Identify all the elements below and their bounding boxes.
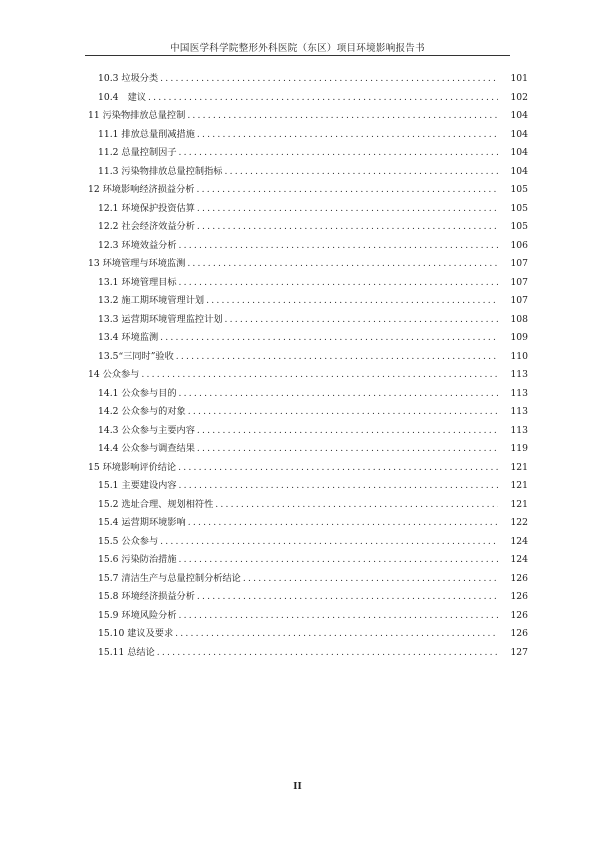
- dot-leader: [197, 126, 498, 145]
- toc-entry-title: 13.2 施工期环境管理计划: [98, 295, 205, 306]
- toc-entry-title: 10.4 建议: [98, 91, 147, 103]
- toc-entry-page: 127: [510, 646, 528, 658]
- toc-entry[interactable]: [88, 422, 528, 441]
- toc-entry-title: 15.7 清洁生产与总量控制分析结论: [98, 572, 241, 584]
- toc-entry[interactable]: [88, 348, 528, 367]
- toc-entry-page: 104: [510, 128, 528, 140]
- toc-entry-page: 121: [510, 461, 528, 473]
- toc-entry-page: 126: [510, 609, 528, 621]
- dot-leader: [187, 255, 498, 274]
- dot-leader: [179, 237, 498, 256]
- toc-entry-title: 15.11 总结论: [98, 646, 155, 658]
- toc-entry-page: 107: [510, 258, 528, 269]
- toc-entry[interactable]: [88, 255, 528, 274]
- toc-entry-title: 12 环境影响经济损益分析: [88, 184, 195, 195]
- toc-entry-title: 11.1 排放总量削减措施: [98, 128, 195, 140]
- dot-leader: [188, 403, 498, 422]
- dot-leader: [160, 70, 498, 89]
- toc-entry[interactable]: [88, 200, 528, 219]
- toc-entry-page: 105: [510, 184, 528, 195]
- toc-entry-title: 13.4 环境监测: [98, 332, 159, 343]
- toc-entry[interactable]: [88, 440, 528, 459]
- table-of-contents: [88, 70, 528, 662]
- toc-entry[interactable]: [88, 385, 528, 404]
- toc-entry-title: 13.3 运营期环境管理监控计划: [98, 313, 223, 325]
- toc-entry-title: 12.2 社会经济效益分析: [98, 221, 195, 232]
- toc-entry[interactable]: [88, 126, 528, 145]
- toc-entry-title: 13 环境管理与环境监测: [88, 258, 186, 269]
- toc-entry-title: 15.5 公众参与: [98, 535, 159, 547]
- toc-entry[interactable]: [88, 477, 528, 496]
- dot-leader: [160, 329, 498, 348]
- toc-entry-title: 12.1 环境保护投资估算: [98, 202, 195, 214]
- toc-entry-page: 122: [510, 517, 528, 528]
- toc-entry-page: 107: [510, 276, 528, 288]
- toc-entry-title: 15.2 选址合理、规划相符性: [98, 498, 214, 510]
- dot-leader: [179, 144, 498, 163]
- toc-entry-page: 124: [510, 535, 528, 547]
- toc-entry[interactable]: [88, 329, 528, 348]
- toc-entry-title: 15.6 污染防治措施: [98, 554, 177, 565]
- dot-leader: [179, 551, 498, 570]
- toc-entry[interactable]: [88, 366, 528, 385]
- toc-entry[interactable]: [88, 89, 528, 108]
- page-number: II: [293, 782, 302, 792]
- toc-entry[interactable]: [88, 274, 528, 293]
- dot-leader: [197, 218, 498, 237]
- running-header: 中国医学科学院整形外科医院（东区）项目环境影响报告书: [170, 43, 425, 54]
- toc-entry[interactable]: [88, 237, 528, 256]
- toc-entry-page: 124: [510, 554, 528, 565]
- toc-entry-page: 119: [510, 443, 528, 454]
- toc-entry-page: 104: [510, 110, 528, 121]
- dot-leader: [206, 292, 498, 311]
- toc-entry-page: 126: [510, 628, 528, 639]
- toc-entry[interactable]: [88, 181, 528, 200]
- dot-leader: [197, 181, 499, 200]
- toc-entry-title: 14.3 公众参与主要内容: [98, 424, 195, 436]
- toc-entry-title: 14.1 公众参与目的: [98, 387, 177, 399]
- toc-entry-page: 113: [510, 406, 528, 417]
- toc-entry[interactable]: [88, 403, 528, 422]
- toc-entry[interactable]: [88, 459, 528, 478]
- toc-entry-title: 14 公众参与: [88, 369, 140, 380]
- toc-entry-title: 15.1 主要建设内容: [98, 480, 177, 491]
- dot-leader: [224, 163, 498, 182]
- toc-entry[interactable]: [88, 588, 528, 607]
- toc-entry-page: 110: [510, 350, 528, 362]
- toc-entry-title: 11 污染物排放总量控制: [88, 110, 186, 121]
- toc-entry[interactable]: [88, 144, 528, 163]
- toc-entry[interactable]: [88, 107, 528, 126]
- dot-leader: [176, 348, 498, 367]
- toc-entry-title: 15.10 建议及要求: [98, 628, 174, 639]
- toc-entry-title: 15.8 环境经济损益分析: [98, 591, 195, 602]
- dot-leader: [175, 625, 498, 644]
- dot-leader: [178, 459, 498, 478]
- dot-leader: [160, 533, 498, 552]
- dot-leader: [215, 496, 498, 515]
- toc-entry-page: 121: [510, 498, 528, 510]
- toc-entry-title: 14.4 公众参与调查结果: [98, 443, 195, 454]
- toc-entry[interactable]: [88, 514, 528, 533]
- toc-entry-page: 104: [510, 147, 528, 158]
- dot-leader: [197, 440, 498, 459]
- dot-leader: [197, 422, 498, 441]
- toc-entry[interactable]: [88, 570, 528, 589]
- toc-entry-page: 107: [510, 295, 528, 306]
- toc-entry-page: 113: [510, 424, 528, 436]
- toc-entry-title: 12.3 环境效益分析: [98, 239, 177, 251]
- dot-leader: [141, 366, 498, 385]
- toc-entry-title: 11.2 总量控制因子: [98, 147, 177, 158]
- toc-entry-page: 126: [510, 572, 528, 584]
- toc-entry-page: 108: [510, 313, 528, 325]
- toc-entry-title: 15.9 环境风险分析: [98, 609, 177, 621]
- toc-entry-page: 121: [510, 480, 528, 491]
- toc-entry[interactable]: [88, 292, 528, 311]
- toc-entry-page: 113: [510, 369, 528, 380]
- toc-entry[interactable]: [88, 551, 528, 570]
- toc-entry-page: 104: [510, 165, 528, 177]
- toc-entry[interactable]: [88, 163, 528, 182]
- toc-entry-page: 126: [510, 591, 528, 602]
- toc-entry-page: 101: [510, 73, 528, 84]
- toc-entry-title: 10.3 垃圾分类: [98, 73, 159, 84]
- dot-leader: [179, 477, 498, 496]
- toc-entry[interactable]: [88, 607, 528, 626]
- toc-entry-title: 13.1 环境管理目标: [98, 276, 177, 288]
- dot-leader: [197, 200, 498, 219]
- toc-entry-title: 11.3 污染物排放总量控制指标: [98, 165, 223, 177]
- dot-leader: [188, 514, 498, 533]
- dot-leader: [179, 385, 498, 404]
- toc-entry[interactable]: [88, 496, 528, 515]
- dot-leader: [179, 274, 498, 293]
- dot-leader: [157, 644, 498, 663]
- toc-entry-page: 102: [510, 91, 528, 103]
- toc-entry-page: 113: [510, 387, 528, 399]
- toc-entry-title: 13.5“三同时”验收: [98, 350, 174, 362]
- toc-entry[interactable]: [88, 625, 528, 644]
- toc-entry-title: 15.4 运营期环境影响: [98, 517, 186, 528]
- toc-entry-page: 105: [510, 202, 528, 214]
- toc-entry[interactable]: [88, 644, 528, 663]
- toc-entry-title: 15 环境影响评价结论: [88, 461, 177, 473]
- toc-entry-page: 105: [510, 221, 528, 232]
- dot-leader: [148, 89, 498, 108]
- dot-leader: [179, 607, 498, 626]
- dot-leader: [243, 570, 498, 589]
- toc-entry[interactable]: [88, 70, 528, 89]
- toc-entry-title: 14.2 公众参与的对象: [98, 406, 186, 417]
- toc-entry[interactable]: [88, 533, 528, 552]
- toc-entry[interactable]: [88, 218, 528, 237]
- toc-entry-page: 109: [510, 332, 528, 343]
- dot-leader: [224, 311, 498, 330]
- toc-entry-page: 106: [510, 239, 528, 251]
- header-rule: [85, 55, 510, 56]
- dot-leader: [187, 107, 498, 126]
- dot-leader: [197, 588, 498, 607]
- toc-entry[interactable]: [88, 311, 528, 330]
